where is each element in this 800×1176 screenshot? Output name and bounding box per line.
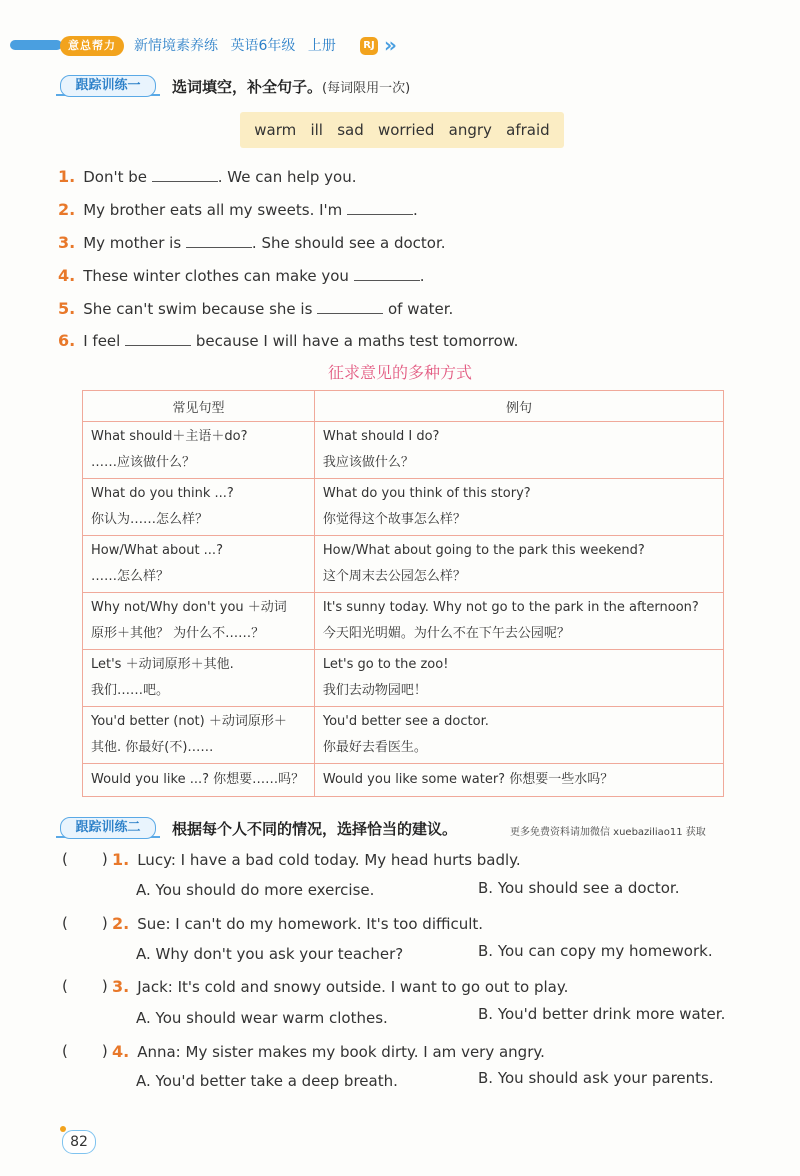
example-cell <box>314 593 723 650</box>
example-cell <box>314 479 723 536</box>
option-b[interactable]: B. You can copy my homework. <box>478 942 713 960</box>
exercise1-title-text: 选词填空，补全句子。 <box>172 78 323 96</box>
exercise1-note: (每词限用一次) <box>322 81 411 96</box>
question-before: These winter clothes can make you <box>83 267 349 285</box>
column-header: 常见句型 <box>83 391 315 422</box>
option-a[interactable]: A. You should do more exercise. <box>136 881 375 899</box>
question-after: . <box>413 201 418 219</box>
question-after: . She should see a doctor. <box>251 234 446 252</box>
word-bank <box>240 112 564 148</box>
question-before: My brother eats all my sweets. I'm <box>83 201 343 219</box>
question-number: 1. <box>58 167 76 186</box>
option-a[interactable]: A. Why don't you ask your teacher? <box>136 945 404 963</box>
word-item: worried <box>377 121 435 139</box>
pattern-text: Would you like ...? 你想要……吗？ <box>91 772 305 787</box>
volume-name: 上册 <box>307 38 336 54</box>
question-number: 5. <box>58 299 76 318</box>
question-after: . <box>419 267 425 285</box>
question-number: 3. <box>112 977 130 996</box>
question-after: because I will have a maths test tomorrow. <box>195 332 519 350</box>
example-en: What do you think of this story? <box>322 486 531 501</box>
option-b[interactable]: B. You should ask your parents. <box>478 1069 714 1087</box>
option-b[interactable]: B. You'd better drink more water. <box>478 1005 726 1023</box>
pattern-cell <box>83 650 315 707</box>
table-row <box>83 536 724 593</box>
table-title: 征求意见的多种方式 <box>327 363 472 382</box>
option-a[interactable]: A. You should wear warm clothes. <box>136 1009 388 1027</box>
bracket-close: ) <box>101 977 108 995</box>
pattern-en: How/What about ...? <box>91 543 223 558</box>
fill-question-2 <box>58 200 418 219</box>
answer-blank[interactable] <box>354 266 420 281</box>
question-number: 6. <box>58 331 76 350</box>
word-item: afraid <box>506 121 550 139</box>
word-item: angry <box>448 121 492 139</box>
pattern-cell <box>83 479 315 536</box>
example-en: It's sunny today. Why not go to the park in the afternoon? <box>322 600 699 615</box>
question-before: She can't swim because she is <box>83 300 313 318</box>
question-before: My mother is <box>83 234 182 252</box>
pattern-en: What do you think ...? <box>91 486 234 501</box>
question-number: 2. <box>58 200 76 219</box>
example-en: What should I do? <box>322 429 440 444</box>
watermark-text: 更多免费资料请加微信 xuebaziliao11 获取 <box>510 827 706 838</box>
answer-blank[interactable] <box>317 299 383 314</box>
pattern-cn: ……应该做什么？ <box>91 455 196 470</box>
double-chevron-right-icon: » <box>384 33 397 57</box>
page-number: 82 <box>62 1130 96 1154</box>
question-number: 2. <box>112 914 130 933</box>
question-text: Sue: I can't do my homework. It's too difficult. <box>137 915 484 933</box>
bracket-close: ) <box>101 1042 108 1060</box>
example-text: Would you like some water? 你想要一些水吗？ <box>322 772 614 787</box>
example-cn: 这个周末去公园怎么样？ <box>322 569 466 584</box>
example-cell <box>314 764 723 797</box>
choice-question-2 <box>112 914 483 933</box>
answer-bracket[interactable] <box>62 1042 108 1060</box>
bracket-open: ( <box>62 914 68 932</box>
table-row <box>83 422 724 479</box>
question-text: Anna: My sister makes my book dirty. I am very angry. <box>137 1043 545 1061</box>
pattern-cell <box>83 593 315 650</box>
choice-question-4 <box>112 1042 545 1061</box>
example-cell <box>314 536 723 593</box>
pattern-en: Why not/Why don't you ＋动词 <box>91 600 287 615</box>
pattern-cn: ……怎么样？ <box>91 569 170 584</box>
option-b[interactable]: B. You should see a doctor. <box>478 879 680 897</box>
series-name: 新情境素养练 <box>134 38 218 54</box>
pattern-cn: 原形＋其他？ 为什么不……？ <box>91 626 265 641</box>
fill-question-5 <box>58 299 453 318</box>
question-before: Don't be <box>83 168 147 186</box>
bracket-close: ) <box>101 914 108 932</box>
question-number: 3. <box>58 233 76 252</box>
bracket-open: ( <box>62 977 68 995</box>
edition-badge: RJ <box>360 37 378 55</box>
answer-blank[interactable] <box>347 200 413 215</box>
question-number: 1. <box>112 850 130 869</box>
fill-question-6 <box>58 331 518 350</box>
answer-blank[interactable] <box>186 233 252 248</box>
example-cn: 我们去动物园吧！ <box>322 683 427 698</box>
question-number: 4. <box>112 1042 130 1061</box>
bracket-close: ) <box>101 850 108 868</box>
example-cell <box>314 707 723 764</box>
example-cn: 你觉得这个故事怎么样？ <box>322 512 466 527</box>
header-accent-bar <box>10 40 62 50</box>
bracket-open: ( <box>62 1042 68 1060</box>
question-after: of water. <box>387 300 454 318</box>
pattern-cell <box>83 422 315 479</box>
column-header: 例句 <box>314 391 723 422</box>
fill-question-3 <box>58 233 446 252</box>
choice-question-3 <box>112 977 568 996</box>
answer-blank[interactable] <box>152 167 218 182</box>
exercise2-title: 根据每个人不同的情况，选择恰当的建议。 <box>172 820 458 838</box>
example-en: How/What about going to the park this weekend? <box>322 543 645 558</box>
example-en: Let's go to the zoo! <box>322 657 449 672</box>
table-row <box>83 479 724 536</box>
star-icon <box>60 1126 66 1132</box>
question-before: I feel <box>83 332 121 350</box>
answer-bracket[interactable] <box>62 914 108 932</box>
answer-blank[interactable] <box>125 331 191 346</box>
table-row <box>83 707 724 764</box>
exercise2-tag: 跟踪训练二 <box>60 817 156 839</box>
pattern-cell <box>83 536 315 593</box>
pattern-cn: 你认为……怎么样？ <box>91 512 209 527</box>
table-row <box>83 593 724 650</box>
bracket-open: ( <box>62 850 68 868</box>
answer-bracket[interactable] <box>62 977 108 995</box>
exercise1-tag: 跟踪训练一 <box>60 75 156 97</box>
answer-bracket[interactable] <box>62 850 108 868</box>
fill-question-4 <box>58 266 425 285</box>
question-after: . We can help you. <box>217 168 357 186</box>
question-text: Jack: It's cold and snowy outside. I want to go out to play. <box>137 978 569 996</box>
pattern-en: You'd better (not) ＋动词原形＋ <box>91 714 287 729</box>
example-cell <box>314 650 723 707</box>
example-cn: 我应该做什么？ <box>322 455 414 470</box>
pattern-cn: 其他. 你最好(不)…… <box>91 740 214 755</box>
table-header-row <box>83 391 724 422</box>
pattern-en: What should＋主语＋do? <box>91 429 248 444</box>
sentence-pattern-table <box>82 390 724 797</box>
table-row <box>83 764 724 797</box>
exercise1-title <box>172 76 410 97</box>
example-cell <box>314 422 723 479</box>
fill-question-1 <box>58 167 357 186</box>
table-row <box>83 650 724 707</box>
example-cn: 今天阳光明媚。为什么不在下午去公园呢？ <box>322 626 570 641</box>
word-item: ill <box>310 121 323 139</box>
header-series <box>134 36 344 56</box>
example-en: You'd better see a doctor. <box>322 714 489 729</box>
pattern-cell <box>83 764 315 797</box>
pattern-cell <box>83 707 315 764</box>
question-number: 4. <box>58 266 76 285</box>
pattern-cn: 我们……吧。 <box>91 683 170 698</box>
word-item: sad <box>337 121 364 139</box>
question-text: Lucy: I have a bad cold today. My head hurts badly. <box>137 851 521 869</box>
example-cn: 你最好去看医生。 <box>322 740 427 755</box>
option-a[interactable]: A. You'd better take a deep breath. <box>136 1072 398 1090</box>
subject-name: 英语6年级 <box>230 38 296 54</box>
brand-logo: 意总帮力 <box>60 36 124 56</box>
word-item: warm <box>254 121 297 139</box>
pattern-en: Let's ＋动词原形＋其他. <box>91 657 234 672</box>
choice-question-1 <box>112 850 521 869</box>
